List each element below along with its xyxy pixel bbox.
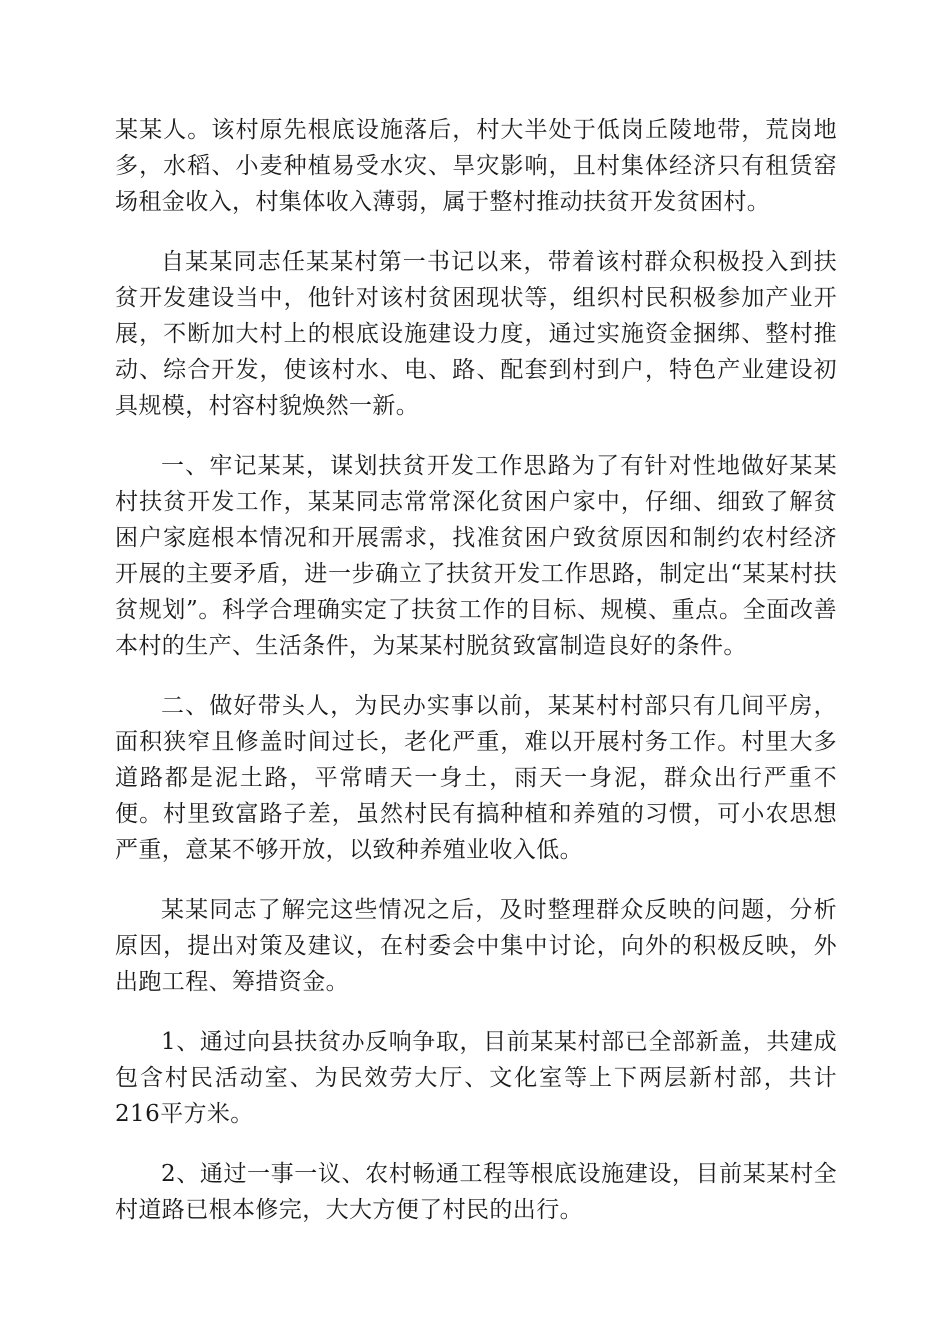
paragraph-section-two: 二、做好带头人，为民办实事以前，某某村村部只有几间平房，面积狭窄且修盖时间过长，老化严重，难以开展村务工作。村里大多道路都是泥土路，平常晴天一身土，雨天一身泥，群众出行严重不便。村里致富路子差，虽然村民有搞种植和养殖的习惯，可小农思想严重，意某不够开放，以致种养殖业收入低。 xyxy=(115,693,837,863)
paragraph-section-one: 一、牢记某某，谋划扶贫开发工作思路为了有针对性地做好某某村扶贫开发工作，某某同志常常深化贫困户家中，仔细、细致了解贫困户家庭根本情况和开展需求，找准贫困户致贫原因和制约农村经济开展的主要矛盾，进一步确立了扶贫开发工作思路，制定出“某某村扶贫规划”。科学合理确实定了扶贫工作的目标、规模、重点。全面改善本村的生产、生活条件，为某某村脱贫致富制造良好的条件。 xyxy=(115,453,837,659)
paragraph-actions: 某某同志了解完这些情况之后，及时整理群众反映的问题，分析原因，提出对策及建议，在村委会中集中讨论，向外的积极反映，外出跑工程、筹措资金。 xyxy=(115,897,837,995)
document-body xyxy=(115,112,837,1252)
paragraph-item-one: 1、通过向县扶贫办反响争取，目前某某村部已全部新盖，共建成包含村民活动室、为民效劳大厅、文化室等上下两层新村部，共计216平方米。 xyxy=(115,1029,837,1127)
paragraph-intro: 自某某同志任某某村第一书记以来，带着该村群众积极投入到扶贫开发建设当中，他针对该村贫困现状等，组织村民积极参加产业开展，不断加大村上的根底设施建设力度，通过实施资金捆绑、整村推动、综合开发，使该村水、电、路、配套到村到户，特色产业建设初具规模，村容村貌焕然一新。 xyxy=(115,249,837,419)
paragraph-item-two: 2、通过一事一议、农村畅通工程等根底设施建设，目前某某村全村道路已根本修完，大大方便了村民的出行。 xyxy=(115,1161,837,1223)
paragraph-continuation: 某某人。该村原先根底设施落后，村大半处于低岗丘陵地带，荒岗地多，水稻、小麦种植易受水灾、旱灾影响，且村集体经济只有租赁窑场租金收入，村集体收入薄弱，属于整村推动扶贫开发贫困村。 xyxy=(115,117,837,215)
